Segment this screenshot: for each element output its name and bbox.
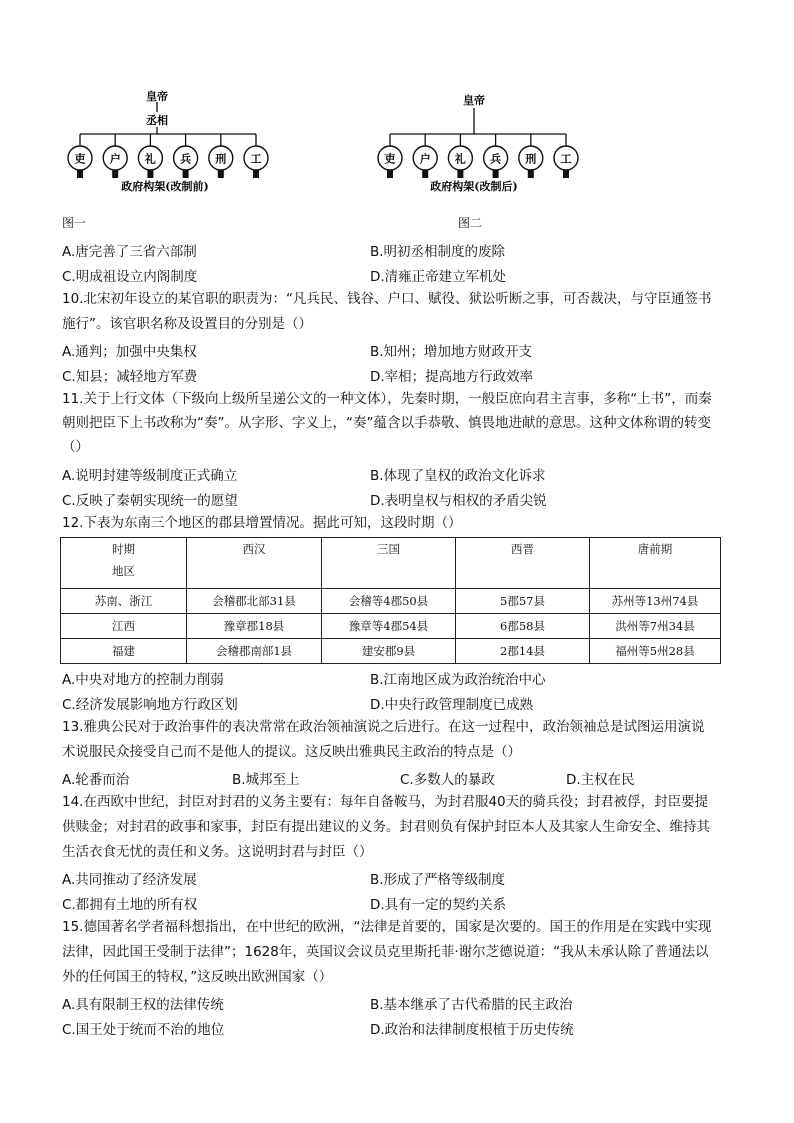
fig2-ministry-label: 礼 [454, 152, 466, 166]
q11-option-a[interactable]: A.说明封建等级制度正式确立 [62, 468, 238, 484]
fig1-label: 图一 [62, 216, 87, 230]
table-cell: 福州等5州28县 [590, 639, 721, 664]
q12-option-c[interactable]: C.经济发展影响地方行政区划 [62, 697, 238, 713]
table-cell: 会稽郡北部31县 [187, 589, 322, 614]
header-period: 三国 [322, 538, 456, 589]
q15-option-b[interactable]: B.基本继承了古代希腊的民主政治 [370, 997, 573, 1013]
q11-stem-line3: （） [62, 439, 89, 455]
fig1-ministry-label: 礼 [144, 152, 156, 166]
table-cell: 豫章郡18县 [187, 614, 322, 639]
fig1-ministry-label: 刑 [215, 152, 227, 166]
q11-option-b[interactable]: B.体现了皇权的政治文化诉求 [370, 468, 546, 484]
table-cell: 洪州等7州34县 [590, 614, 721, 639]
fig1-ministry-node [174, 134, 198, 178]
table-row [61, 639, 721, 664]
county-table [60, 537, 721, 664]
header-period: 西晋 [456, 538, 590, 589]
table-cell: 2郡14县 [456, 639, 590, 664]
q10-stem-line2: 施行”。该官职名称及设置目的分别是（） [62, 316, 312, 332]
fig2-ministry-node [378, 134, 402, 178]
fig2-ministry-node [519, 134, 543, 178]
fig1-emperor: 皇帝 [146, 90, 168, 103]
q10-option-b[interactable]: B.知州；增加地方财政开支 [370, 344, 533, 360]
q15-stem-line3: 外的任何国王的特权，”这反映出欧洲国家（） [62, 969, 333, 985]
q12-option-d[interactable]: D.中央行政管理制度已成熟 [370, 697, 534, 713]
q14-stem-line3: 生活衣食无忧的责任和义务。这说明封君与封臣（） [62, 844, 373, 860]
q9-option-c[interactable]: C.明成祖设立内阁制度 [62, 269, 198, 285]
q12-stem: 12.下表为东南三个地区的郡县增置情况。据此可知，这段时期（） [62, 515, 462, 531]
fig1-chancellor: 丞相 [146, 114, 168, 127]
q9-option-a[interactable]: A.唐完善了三省六部制 [62, 244, 197, 260]
fig1-ministry-label: 兵 [180, 152, 192, 166]
fig2-label: 图二 [458, 216, 483, 230]
fig2-ministry-label: 刑 [525, 152, 537, 166]
fig2-ministry-label: 兵 [490, 152, 502, 166]
q11-stem-line2: 朝则把臣下上书改称为“奏”。从字形、字义上，“奏”蕴含以手恭敬、慎畏地进献的意思。这种文体称谓的转变 [62, 415, 711, 431]
fig1-caption: 政府构架(改制前) [121, 180, 209, 193]
q13-stem-line2: 术说服民众接受自己而不是他人的提议。这反映出雅典民主政治的特点是（） [62, 744, 521, 760]
q11-option-d[interactable]: D.表明皇权与相权的矛盾尖锐 [370, 493, 547, 509]
fig1-ministry-node [209, 134, 233, 178]
header-period: 西汉 [187, 538, 322, 589]
fig1-ministry-node [244, 134, 268, 178]
figure-2-org-chart [362, 86, 592, 214]
fig2-ministry-label: 吏 [384, 152, 396, 166]
table-header-row [61, 538, 721, 589]
row-region: 福建 [61, 639, 187, 664]
header-period: 唐前期 [590, 538, 721, 589]
q10-option-d[interactable]: D.宰相；提高地方行政效率 [370, 369, 534, 385]
fig2-ministry-node [413, 134, 437, 178]
fig2-ministry-node [554, 134, 578, 178]
table-cell: 豫章等4郡54县 [322, 614, 456, 639]
corner-region: 地区 [112, 564, 135, 578]
figure-1-org-chart [60, 86, 280, 214]
table-cell: 建安郡9县 [322, 639, 456, 664]
fig1-ministry-node [103, 134, 127, 178]
q10-stem-line1: 10.北宋初年设立的某官职的职责为：“凡兵民、钱谷、户口、赋役、狱讼听断之事，可否裁决，与守臣通签书 [62, 291, 712, 307]
q9-option-b[interactable]: B.明初丞相制度的废除 [370, 244, 506, 260]
fig1-ministry-label: 吏 [74, 152, 86, 166]
table-cell: 6郡58县 [456, 614, 590, 639]
q12-option-b[interactable]: B.江南地区成为政治统治中心 [370, 672, 546, 688]
q14-stem-line1: 14.在西欧中世纪，封臣对封君的义务主要有：每年自备鞍马，为封君服40天的骑兵役；封君被俘，封臣要提 [62, 794, 709, 810]
q15-stem-line2: 法律，因此国王受制于法律”；1628年，英国议会议员克里斯托菲·谢尔芝德说道：“我从未承认除了普通法以 [62, 944, 709, 960]
q15-stem-line1: 15.德国著名学者福科想指出，在中世纪的欧洲，“法律是首要的，国家是次要的。国王的作用是在实践中实现 [62, 919, 712, 935]
q13-option-c[interactable]: C.多数人的暴政 [400, 772, 495, 788]
q14-stem-line2: 供赎金；对封君的政事和家事，封臣有提出建议的义务。封君则负有保护封臣本人及其家人生命安全、维持其 [62, 819, 710, 835]
q10-option-c[interactable]: C.知县；减轻地方军费 [62, 369, 198, 385]
fig2-ministry-node [484, 134, 508, 178]
q13-option-b[interactable]: B.城邦至上 [232, 772, 300, 788]
fig1-ministry-node [138, 134, 162, 178]
table-corner-cell [61, 538, 187, 589]
corner-period: 时期 [112, 542, 135, 556]
q11-stem-line1: 11.关于上行文体（下级向上级所呈递公文的一种文体），先秦时期，一般臣庶向君主言事，多称“上书”，而秦 [62, 391, 712, 407]
q14-option-b[interactable]: B.形成了严格等级制度 [370, 872, 506, 888]
fig1-ministry-label: 工 [250, 152, 262, 166]
row-region: 苏南、浙江 [61, 589, 187, 614]
fig2-emperor: 皇帝 [463, 94, 485, 107]
table-cell: 会稽郡南部1县 [187, 639, 322, 664]
q9-option-d[interactable]: D.清雍正帝建立军机处 [370, 269, 507, 285]
q15-option-d[interactable]: D.政治和法律制度根植于历史传统 [370, 1022, 574, 1038]
q13-stem-line1: 13.雅典公民对于政治事件的表决常常在政治领袖演说之后进行。在这一过程中，政治领袖总是试图运用演说 [62, 719, 705, 735]
q14-option-d[interactable]: D.具有一定的契约关系 [370, 897, 507, 913]
fig2-ministry-label: 工 [560, 152, 572, 166]
table-cell: 5郡57县 [456, 589, 590, 614]
table-row [61, 589, 721, 614]
q15-option-c[interactable]: C.国王处于统而不治的地位 [62, 1022, 225, 1038]
table-row [61, 614, 721, 639]
fig1-ministry-node [68, 134, 92, 178]
q13-option-d[interactable]: D.主权在民 [566, 772, 635, 788]
fig2-caption: 政府构架(改制后) [430, 180, 518, 193]
fig2-ministry-label: 户 [419, 152, 431, 166]
q14-option-c[interactable]: C.都拥有土地的所有权 [62, 897, 198, 913]
table-cell: 苏州等13州74县 [590, 589, 721, 614]
q10-option-a[interactable]: A.通判；加强中央集权 [62, 344, 197, 360]
q13-option-a[interactable]: A.轮番而治 [62, 772, 130, 788]
fig2-ministry-node [448, 134, 472, 178]
q12-option-a[interactable]: A.中央对地方的控制力削弱 [62, 672, 224, 688]
q11-option-c[interactable]: C.反映了秦朝实现统一的愿望 [62, 493, 238, 509]
q14-option-a[interactable]: A.共同推动了经济发展 [62, 872, 197, 888]
row-region: 江西 [61, 614, 187, 639]
table-cell: 会稽等4郡50县 [322, 589, 456, 614]
q15-option-a[interactable]: A.具有限制王权的法律传统 [62, 997, 224, 1013]
fig1-ministry-label: 户 [109, 152, 121, 166]
